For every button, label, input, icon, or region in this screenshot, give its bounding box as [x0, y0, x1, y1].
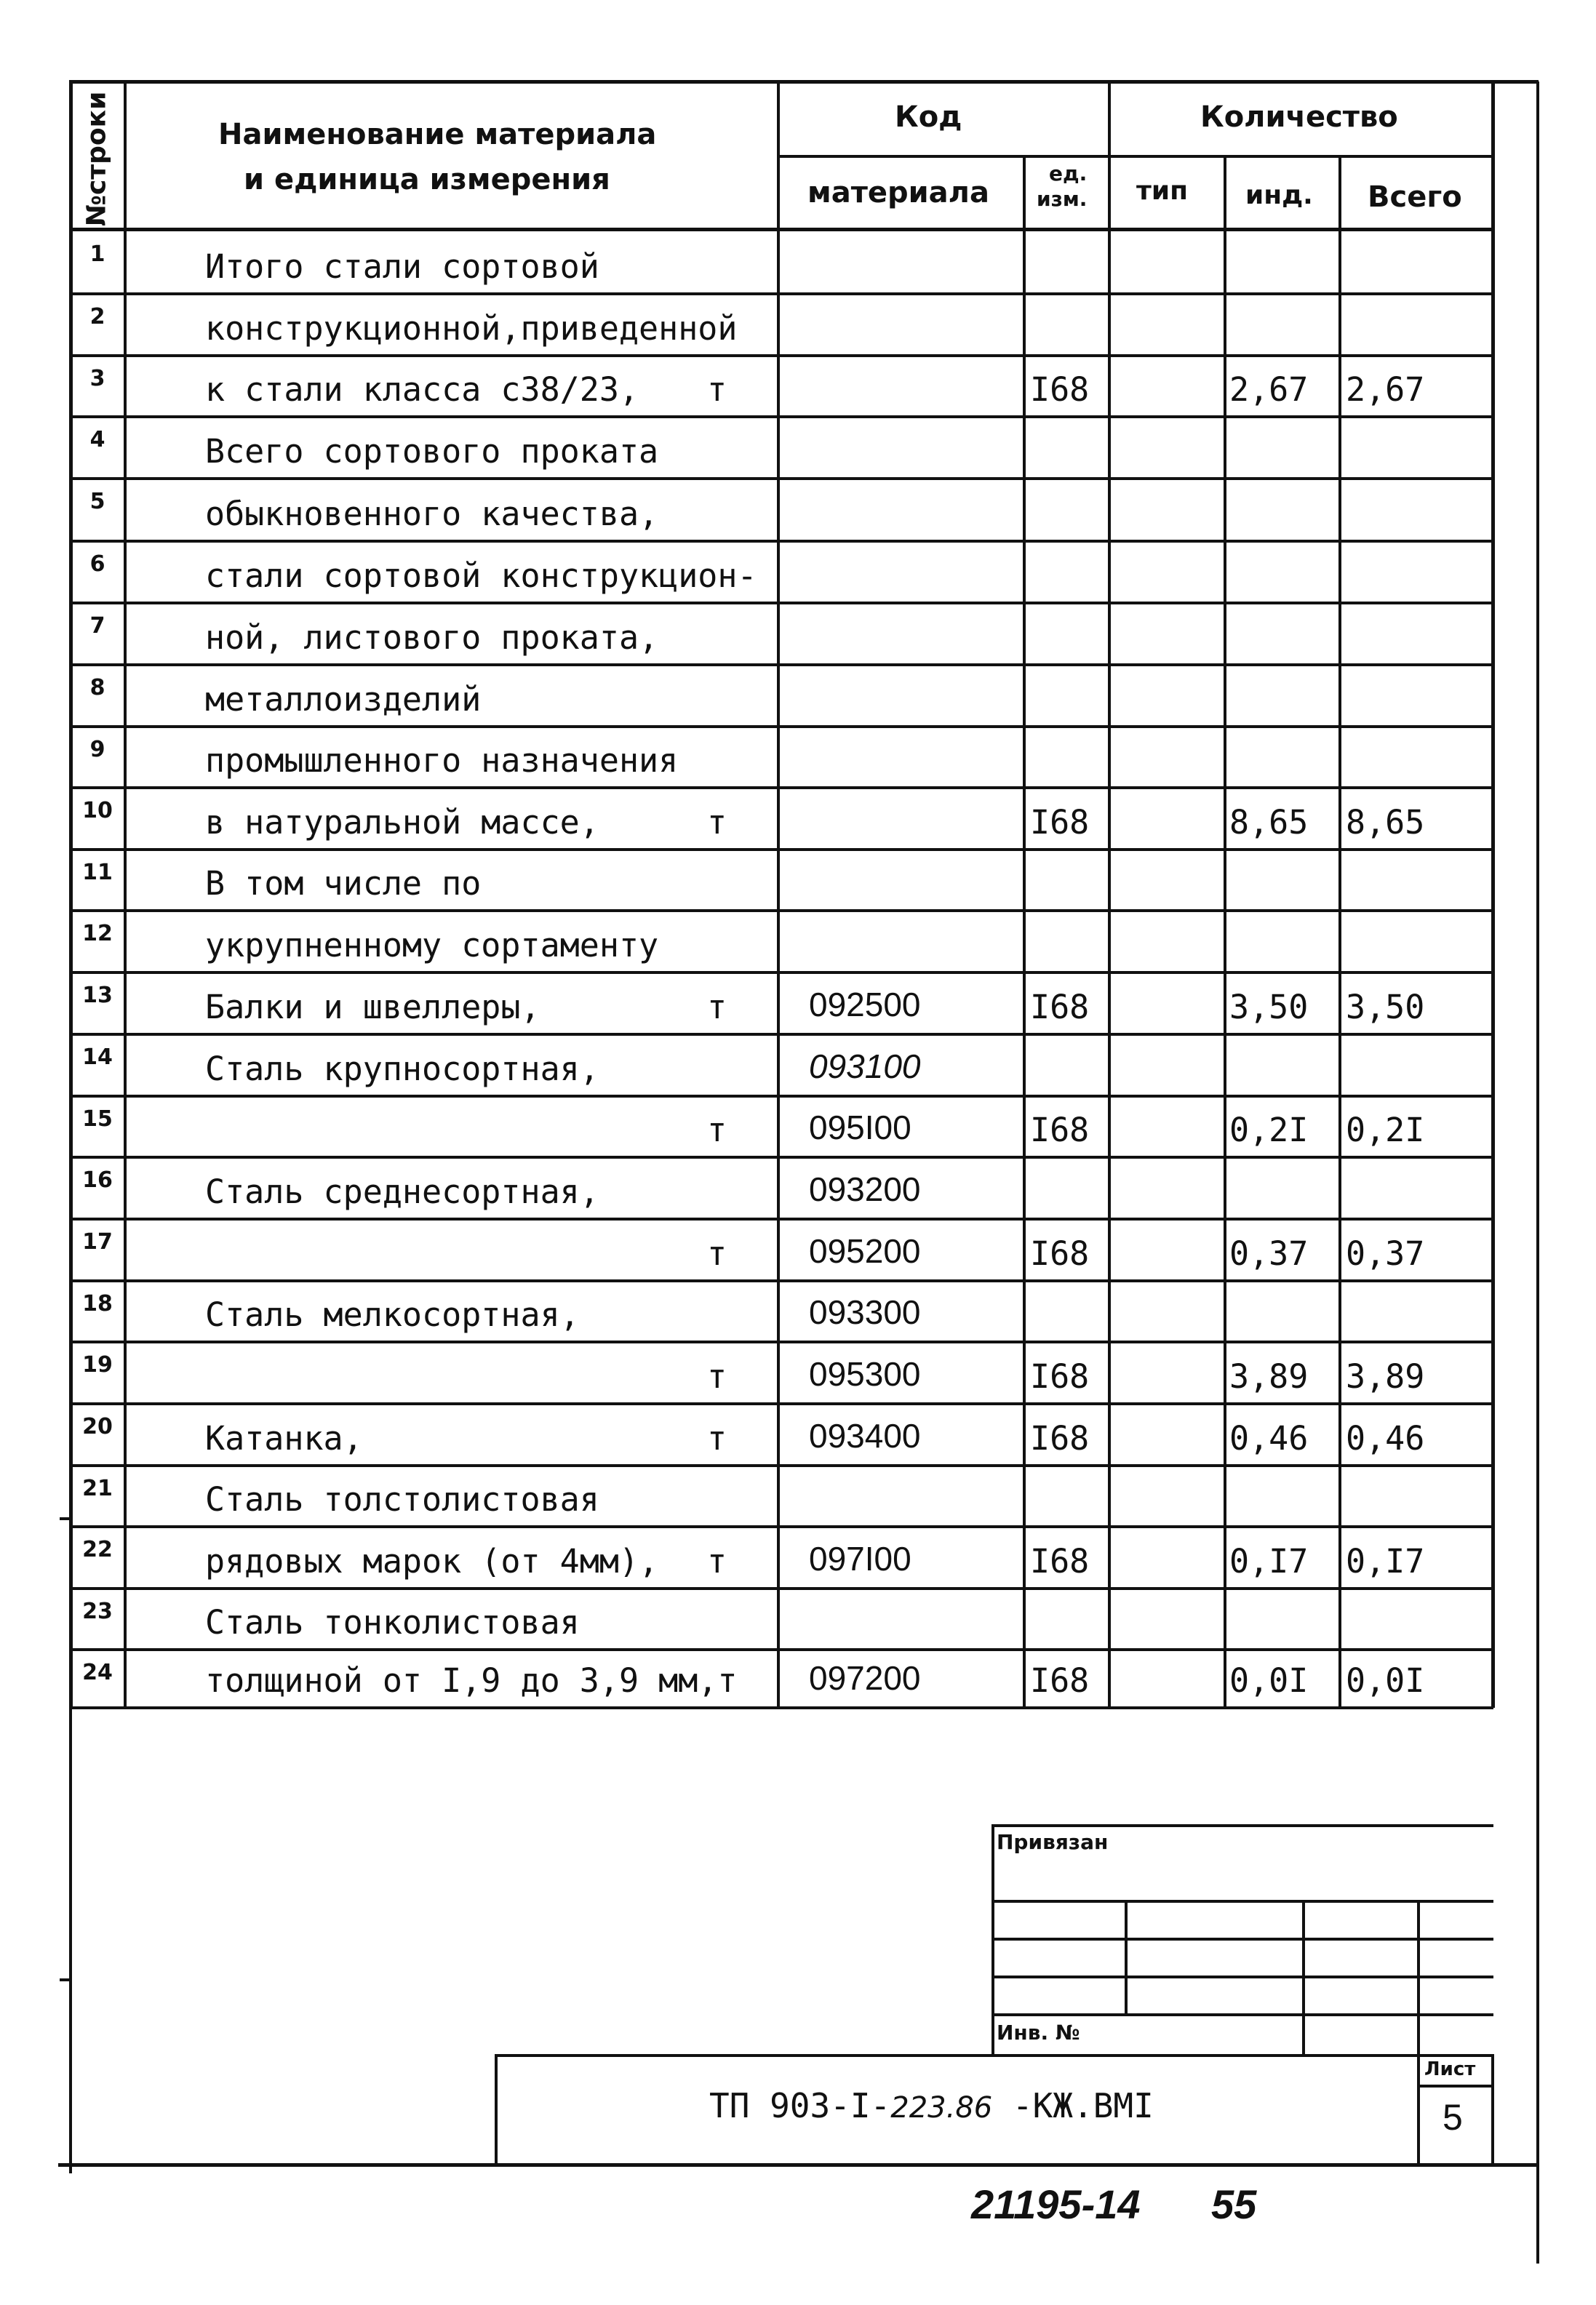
doc-title-bottom-border: [58, 2163, 1539, 2167]
unit-letter: т: [707, 1111, 727, 1149]
total-header: Всего: [1368, 180, 1462, 214]
quantity-ind: 0,I7: [1229, 1542, 1309, 1581]
row-line: [69, 1587, 1493, 1590]
material-code-header: материала: [807, 176, 989, 209]
page-border-right: [1536, 81, 1539, 2264]
row-number: 23: [82, 1599, 113, 1624]
unit-header-line1: ед.: [1049, 161, 1088, 185]
row-line: [69, 1525, 1493, 1528]
quantity-total: 0,37: [1346, 1234, 1425, 1273]
row-line: [69, 909, 1493, 912]
row-number: 7: [89, 613, 105, 639]
doc-suffix: -КЖ.ВМI: [992, 2086, 1154, 2125]
material-name: укрупненному сортаменту: [205, 926, 659, 964]
quantity-ind: 0,2I: [1229, 1111, 1309, 1149]
row-line: [69, 1218, 1493, 1221]
quantity-total: 2,67: [1346, 370, 1425, 409]
row-number: 10: [82, 798, 113, 823]
material-name: толщиной от I,9 до 3,9 мм,т: [205, 1661, 738, 1700]
name-header-line1: Наименование материала: [218, 118, 657, 151]
quantity-total: 0,0I: [1346, 1661, 1425, 1700]
stamp-top-border: [991, 1824, 1493, 1827]
unit-code: I68: [1030, 1661, 1090, 1700]
unit-letter: т: [707, 803, 727, 842]
material-code: 093400: [809, 1417, 921, 1455]
row-line: [69, 1464, 1493, 1467]
quantity-ind: 3,89: [1229, 1357, 1309, 1396]
row-line: [69, 1095, 1493, 1098]
archive-number: 21195-14: [971, 2181, 1141, 2227]
unit-letter: т: [707, 1542, 727, 1581]
material-name: стали сортовой конструкцион-: [205, 556, 757, 595]
row-number: 21: [82, 1476, 113, 1501]
row-line: [69, 1341, 1493, 1343]
material-code: 093300: [809, 1293, 921, 1331]
unit-code: I68: [1030, 1357, 1090, 1396]
margin-mark-2: [60, 1978, 70, 1981]
quantity-total: 0,46: [1346, 1419, 1425, 1458]
unit-code: I68: [1030, 1419, 1090, 1458]
sheet-cell-left-border: [1417, 2054, 1420, 2165]
sheet-number: 5: [1443, 2097, 1463, 2138]
material-name: Всего сортового проката: [205, 432, 659, 471]
row-number: 8: [89, 675, 105, 700]
row-line: [69, 848, 1493, 851]
row-line: [69, 725, 1493, 728]
row-number: 2: [89, 304, 105, 329]
quantity-total: 0,2I: [1346, 1111, 1425, 1149]
unit-code: I68: [1030, 1542, 1090, 1581]
row-line: [69, 602, 1493, 604]
material-name: рядовых марок (от 4мм),: [205, 1542, 659, 1581]
row-number: 13: [82, 983, 113, 1008]
unit-letter: т: [707, 988, 727, 1026]
quantity-total: 0,I7: [1346, 1542, 1425, 1581]
quantity-ind: 8,65: [1229, 803, 1309, 842]
row-number: 9: [89, 737, 105, 762]
stamp-col-1: [1125, 1900, 1128, 2016]
row-line: [69, 354, 1493, 357]
unit-letter: т: [707, 1419, 727, 1458]
material-name: В том числе по: [205, 864, 482, 903]
margin-mark-1: [60, 1517, 70, 1520]
col-divider-unit: [1023, 156, 1026, 1708]
row-number: 18: [82, 1291, 113, 1317]
row-line: [69, 1033, 1493, 1036]
quantity-ind: 2,67: [1229, 370, 1309, 409]
material-name: Сталь мелкосортная,: [205, 1295, 580, 1334]
material-name: к стали класса с38/23,: [205, 370, 639, 409]
code-group-header: Код: [895, 100, 962, 134]
header-subdivider: [777, 155, 1493, 158]
page-border-left: [69, 1708, 72, 2173]
row-line: [69, 477, 1493, 480]
doc-title-top-border: [495, 2054, 1493, 2057]
unit-letter: т: [707, 370, 727, 409]
quantity-total: 8,65: [1346, 803, 1425, 842]
sheet-cell-divider: [1417, 2085, 1493, 2088]
table-top-border: [69, 80, 1539, 84]
unit-header-line2: изм.: [1037, 187, 1088, 211]
unit-code: I68: [1030, 1234, 1090, 1273]
unit-letter: т: [707, 1234, 727, 1273]
material-name: Сталь толстолистовая: [205, 1480, 599, 1519]
material-code: 093100: [809, 1047, 921, 1085]
sheet-label: Лист: [1424, 2058, 1476, 2080]
row-line: [69, 786, 1493, 789]
material-code: 093200: [809, 1170, 921, 1208]
row-line: [69, 1279, 1493, 1282]
ind-header: инд.: [1245, 180, 1313, 210]
row-number: 17: [82, 1229, 113, 1255]
quantity-total: 3,89: [1346, 1357, 1425, 1396]
document-designation: [709, 2086, 1154, 2125]
col-divider-ind: [1338, 156, 1341, 1708]
material-code: 097200: [809, 1659, 921, 1697]
material-code: 095300: [809, 1355, 921, 1393]
doc-handwritten-number: 223.86: [890, 2091, 993, 2125]
material-name: промышленного назначения: [205, 741, 679, 780]
material-name: металлоизделий: [205, 680, 482, 719]
inventory-number-label: Инв. №: [997, 2021, 1080, 2045]
material-name: в натуральной массе,: [205, 803, 599, 842]
unit-code: I68: [1030, 370, 1090, 409]
doc-prefix: ТП 903-I-: [709, 2086, 891, 2125]
material-code: 092500: [809, 986, 921, 1023]
row-number: 19: [82, 1352, 113, 1378]
row-line: [69, 1706, 1493, 1709]
material-name: Сталь тонколистовая: [205, 1603, 580, 1642]
row-number: 11: [82, 860, 113, 885]
unit-code: I68: [1030, 803, 1090, 842]
material-code: 095200: [809, 1232, 921, 1270]
row-number: 15: [82, 1106, 113, 1132]
material-code: 097I00: [809, 1540, 911, 1578]
row-number-header: №строки: [81, 91, 112, 227]
type-header: тип: [1136, 176, 1188, 206]
row-number: 22: [82, 1537, 113, 1562]
material-name: Сталь среднесортная,: [205, 1173, 599, 1211]
row-number: 14: [82, 1044, 113, 1070]
material-name: Сталь крупносортная,: [205, 1050, 599, 1088]
row-line: [69, 415, 1493, 418]
material-name: конструкционной,приведенной: [205, 309, 738, 348]
header-bottom-border: [69, 228, 1493, 231]
material-name: ной, листового проката,: [205, 618, 659, 657]
material-name: Итого стали сортовой: [205, 247, 599, 286]
doc-title-left-border: [495, 2054, 498, 2165]
row-line: [69, 663, 1493, 666]
quantity-ind: 0,0I: [1229, 1661, 1309, 1700]
unit-code: I68: [1030, 988, 1090, 1026]
unit-code: I68: [1030, 1111, 1090, 1149]
quantity-ind: 3,50: [1229, 988, 1309, 1026]
name-header-line2: и единица измерения: [244, 163, 610, 196]
row-number: 6: [89, 551, 105, 577]
row-number: 12: [82, 921, 113, 946]
attached-label: Привязан: [997, 1830, 1109, 1854]
row-line: [69, 540, 1493, 543]
archive-page-number: 55: [1211, 2181, 1257, 2227]
sheet-cell-right-border: [1491, 2054, 1494, 2165]
row-number: 16: [82, 1167, 113, 1193]
row-number: 1: [89, 241, 105, 267]
row-line: [69, 1156, 1493, 1159]
quantity-total: 3,50: [1346, 988, 1425, 1026]
stamp-col-3: [1417, 1900, 1420, 2056]
row-number: 24: [82, 1660, 113, 1685]
row-line: [69, 1402, 1493, 1405]
material-name: Балки и швеллеры,: [205, 988, 540, 1026]
row-line: [69, 1648, 1493, 1651]
quantity-ind: 0,46: [1229, 1419, 1309, 1458]
unit-letter: т: [707, 1357, 727, 1396]
material-name: Катанка,: [205, 1419, 363, 1458]
row-line: [69, 971, 1493, 974]
row-number: 3: [89, 366, 105, 391]
material-name: обыкновенного качества,: [205, 495, 659, 533]
material-code: 095I00: [809, 1108, 911, 1146]
row-number: 5: [89, 489, 105, 514]
row-number: 4: [89, 427, 105, 452]
quantity-group-header: Количество: [1200, 100, 1398, 134]
row-number: 20: [82, 1414, 113, 1439]
quantity-ind: 0,37: [1229, 1234, 1309, 1273]
row-line: [69, 292, 1493, 295]
stamp-col-2: [1302, 1900, 1305, 2056]
col-divider-type: [1224, 156, 1226, 1708]
